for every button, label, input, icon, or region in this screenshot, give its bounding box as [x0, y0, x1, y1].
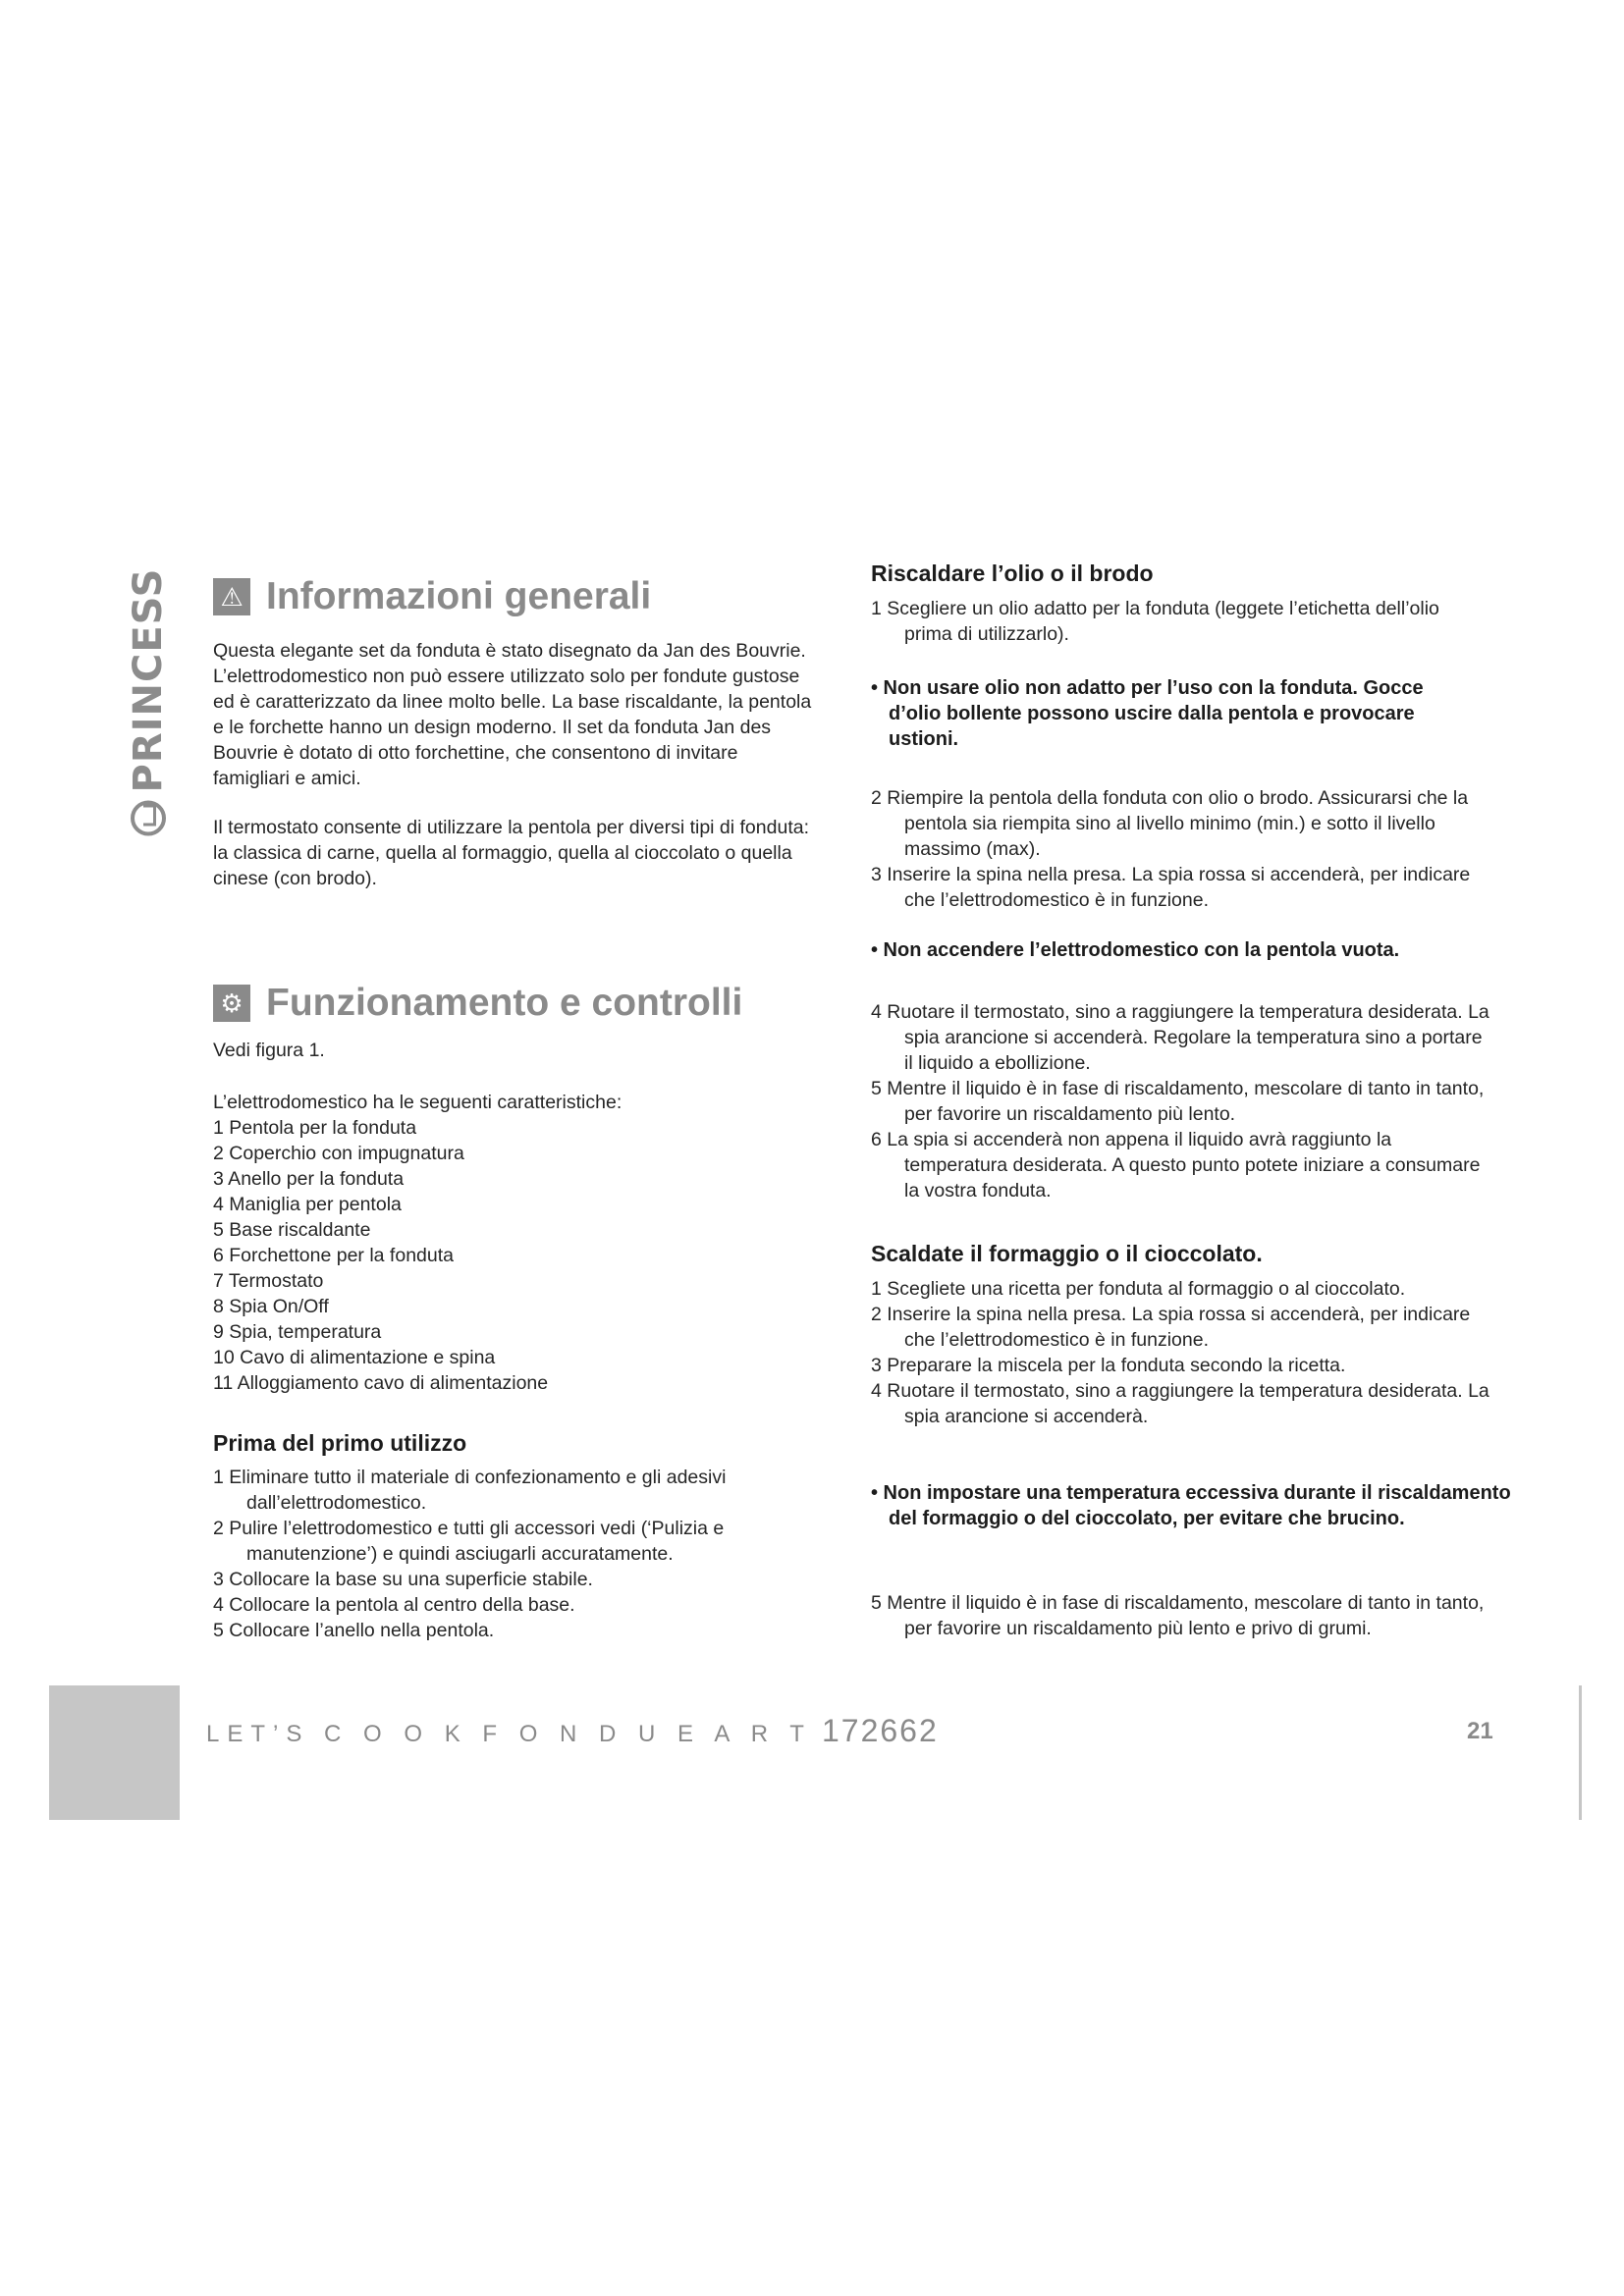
- warning-triangle-icon: ⚠: [213, 578, 250, 615]
- first-use-heading: Prima del primo utilizzo: [213, 1430, 467, 1456]
- oil-heading: Riscaldare l’olio o il brodo: [871, 561, 1154, 586]
- func-intro: L’elettrodomestico ha le seguenti caratteristiche:: [213, 1092, 623, 1113]
- oil-steps-a: [871, 596, 1489, 647]
- list-item: 6 Forchettone per la fonduta: [213, 1245, 454, 1266]
- oil-warning-1: • Non usare olio non adatto per l’uso con la fonduta. Gocce d’olio bollente possono uscire dalla pentola e provocare ustioni.: [871, 677, 1424, 750]
- list-item: 7 Termostato: [213, 1270, 324, 1292]
- list-item: 3 Preparare la miscela per la fonduta secondo la ricetta.: [871, 1355, 1346, 1376]
- list-item: 2 Inserire la spina nella presa. La spia rossa si accenderà, per indicare che l’elettrodomestico è in funzione.: [871, 1304, 1471, 1351]
- list-item: 3 Inserire la spina nella presa. La spia rossa si accenderà, per indicare che l’elettrodomestico è in funzione.: [871, 864, 1471, 911]
- cheese-step-5: [871, 1590, 1499, 1641]
- first-use-list: [213, 1465, 817, 1643]
- list-item: 1 Scegliete una ricetta per fonduta al formaggio o al cioccolato.: [871, 1278, 1406, 1300]
- func-heading-text: Funzionamento e controlli: [266, 982, 743, 1024]
- list-item: 1 Pentola per la fonduta: [213, 1117, 417, 1139]
- list-item: 4 Ruotare il termostato, sino a raggiungere la temperatura desiderata. La spia arancione si accenderà.: [871, 1380, 1489, 1427]
- list-item: 3 Anello per la fonduta: [213, 1168, 405, 1190]
- page-number: 21: [1467, 1718, 1493, 1744]
- list-item: 5 Mentre il liquido è in fase di riscaldamento, mescolare di tanto in tanto, per favorire un riscaldamento più lento.: [871, 1078, 1485, 1125]
- oil-steps-b: [871, 785, 1499, 913]
- oil-steps-c: [871, 999, 1489, 1203]
- list-item: 5 Collocare l’anello nella pentola.: [213, 1620, 495, 1641]
- list-item: 11 Alloggiamento cavo di alimentazione: [213, 1372, 549, 1394]
- list-item: 5 Base riscaldante: [213, 1219, 371, 1241]
- cheese-heading: Scaldate il formaggio o il cioccolato.: [871, 1241, 1263, 1266]
- list-item: 2 Coperchio con impugnatura: [213, 1143, 464, 1164]
- list-item: 6 La spia si accenderà non appena il liquido avrà raggiunto la temperatura desiderata. A questo punto potete iniziare a consumare la vostra fonduta.: [871, 1129, 1481, 1201]
- list-item: 4 Maniglia per pentola: [213, 1194, 402, 1215]
- footer-model-number: 172662: [821, 1713, 939, 1748]
- section-heading-func: [213, 982, 742, 1025]
- features-list: [213, 1115, 548, 1396]
- footer-title-text: LET’S C O O K F O N D U E A R T: [206, 1721, 812, 1747]
- list-item: 4 Ruotare il termostato, sino a raggiungere la temperatura desiderata. La spia arancione si accenderà. Regolare la temperatura sino a portare il liquido a ebollizione.: [871, 1001, 1489, 1074]
- list-item: 1 Eliminare tutto il materiale di confezionamento e gli adesivi dall’elettrodomestico.: [213, 1467, 727, 1514]
- cheese-steps: [871, 1276, 1489, 1429]
- princess-logo: [124, 550, 173, 854]
- footer-title: [206, 1713, 939, 1749]
- list-item: 2 Riempire la pentola della fonduta con olio o brodo. Assicurarsi che la pentola sia riempita sino al livello minimo (min.) e sotto il livello massimo (max).: [871, 787, 1469, 860]
- cheese-warning: • Non impostare una temperatura eccessiva durante il riscaldamento del formaggio o del cioccolato, per evitare che brucino.: [871, 1482, 1511, 1529]
- footer-grey-block: [49, 1685, 180, 1820]
- list-item: 2 Pulire l’elettrodomestico e tutti gli accessori vedi (‘Pulizia e manutenzione’) e quindi asciugarli accuratamente.: [213, 1518, 725, 1565]
- list-item: 5 Mentre il liquido è in fase di riscaldamento, mescolare di tanto in tanto, per favorire un riscaldamento più lento e privo di grumi.: [871, 1592, 1485, 1639]
- section-heading-info: [213, 575, 651, 618]
- oil-warning-2: • Non accendere l’elettrodomestico con la pentola vuota.: [871, 939, 1400, 961]
- crown-icon: [131, 800, 166, 835]
- footer-right-rule: [1579, 1685, 1582, 1820]
- list-item: 9 Spia, temperatura: [213, 1321, 382, 1343]
- list-item: 8 Spia On/Off: [213, 1296, 329, 1317]
- list-item: 4 Collocare la pentola al centro della base.: [213, 1594, 575, 1616]
- list-item: 3 Collocare la base su una superficie stabile.: [213, 1569, 593, 1590]
- info-heading-text: Informazioni generali: [266, 575, 652, 617]
- list-item: 10 Cavo di alimentazione e spina: [213, 1347, 496, 1368]
- gear-icon: ⚙: [213, 985, 250, 1022]
- func-see-figure: Vedi figura 1.: [213, 1040, 325, 1061]
- list-item: 1 Scegliere un olio adatto per la fonduta (leggete l’etichetta dell’olio prima di utilizzarlo).: [871, 598, 1439, 645]
- logo-text: PRINCESS: [126, 567, 171, 793]
- info-paragraph-2: Il termostato consente di utilizzare la pentola per diversi tipi di fonduta: la classica di carne, quella al formaggio, quella al cioccolato o quella cinese (con brodo).: [213, 817, 809, 889]
- info-paragraph-1: Questa elegante set da fonduta è stato disegnato da Jan des Bouvrie. L’elettrodomestico non può essere utilizzato solo per fondute gustose ed è caratterizzato da linee molto belle. La base riscaldante, la pentola e le forchette hanno un design moderno. Il set da fonduta Jan des Bouvrie è dotato di otto forchettine, che consentono di invitare famigliari e amici.: [213, 640, 812, 789]
